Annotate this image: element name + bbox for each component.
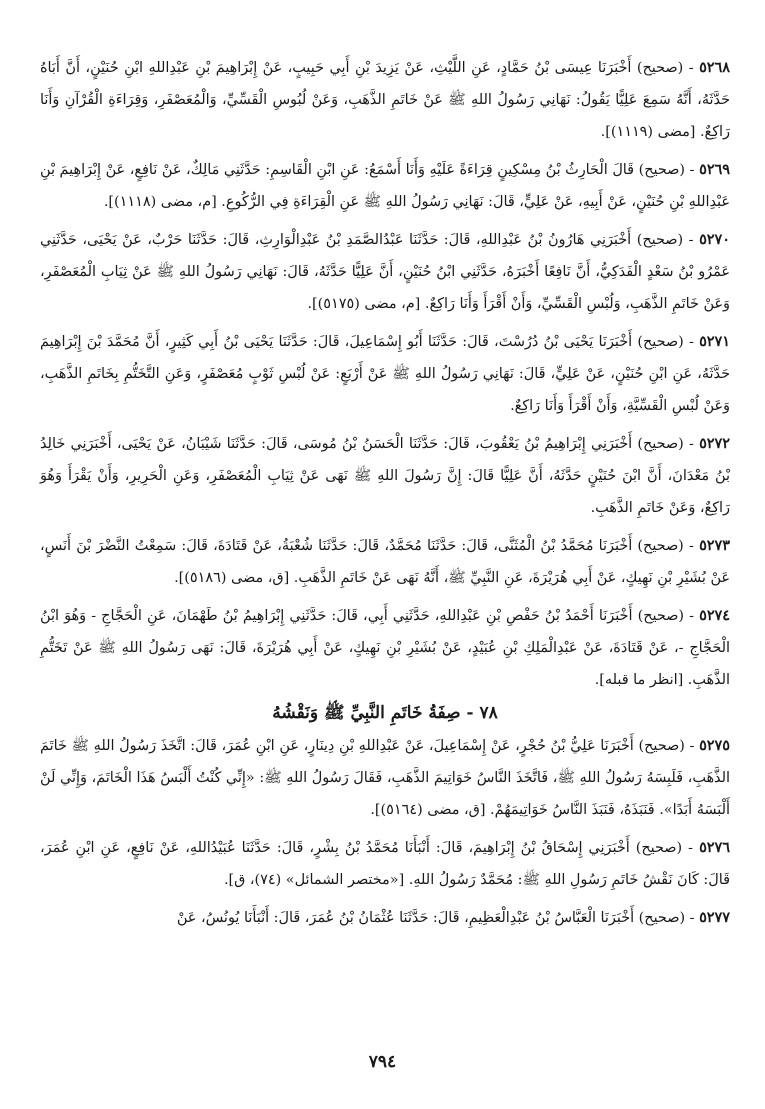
hadith-5270 [40,224,730,320]
section-heading: ٧٨ - صِفَةُ خَاتَمِ النَّبِيِّ ﷺ وَنَقْشُهُ [272,703,498,723]
hadith-number: ٥٢٦٩ [699,161,731,178]
hadith-number: ٥٢٧٤ [699,607,731,624]
hadith-text: - (صحيح) قَالَ الْحَارِثُ بْنُ مِسْكِينٍ قِرَاءَةً عَلَيْهِ وَأَنَا أَسْمَعُ: عَنِ ابْنِ الْقَاسِمِ: حَدَّثَنِي مَالِكٌ، عَنْ نَافِعٍ، عَنْ إِبْرَاهِيمَ بْنِ عَبْدِاللهِ بْنِ حُنَيْنٍ، عَنْ أَبِيهِ، عَنْ عَلِيٍّ، قَالَ: نَهَانِي رَسُولُ اللهِ ﷺ عَنِ الْقِرَاءَةِ فِي الرُّكُوعِ. [م، مضى (١١١٨)]. [40,162,730,210]
hadith-5274 [40,600,730,696]
hadith-number: ٥٢٧٢ [699,435,730,452]
hadith-text: - (صحيح) أَخْبَرَنِي إِسْحَاقُ بْنُ إِبْرَاهِيمَ، قَالَ: أَنْبَأَنَا مُحَمَّدُ بْنُ بِشْرٍ، قَالَ: حَدَّثَنَا عُبَيْدُاللهِ، عَنْ نَافِعٍ، عَنِ ابْنِ عُمَرَ، قَالَ: كَانَ نَقْشُ خَاتَمِ رَسُولِ اللهِ ﷺ: مُحَمَّدٌ رَسُولُ اللهِ. [«مختصر الشمائل» (٧٤)، ق]. [40,840,730,888]
hadith-5272 [40,428,730,524]
hadith-text: - (صحيح) أَخْبَرَنَا عِيسَى بْنُ حَمَّادٍ، عَنِ اللَّيْثِ، عَنْ يَزِيدَ بْنِ أَبِي حَبِيبٍ، عَنْ إِبْرَاهِيمَ بْنِ عَبْدِاللهِ ابْنِ حُنَيْنٍ، أَنَّ أَبَاهُ حَدَّثَهُ، أَنَّهُ سَمِعَ عَلِيًّا يَقُولُ: نَهَانِي رَسُولُ اللهِ ﷺ عَنْ خَاتَمِ الذَّهَبِ، وَعَنْ لُبُوسِ الْقَسِّيِّ، وَالْمُعَصْفَرِ، وَقِرَاءَةِ الْقُرْآنِ وَأَنَا رَاكِعٌ. [مضى (١١١٩)]. [40,60,730,140]
hadith-number: ٥٢٧١ [699,333,730,350]
page-number: ٧٩٤ [368,1052,397,1072]
page-body [40,52,730,934]
hadith-5277 [40,902,730,934]
hadith-number: ٥٢٧٧ [699,909,730,926]
hadith-number: ٥٢٧٥ [699,737,730,754]
hadith-5268 [40,52,730,148]
hadith-text: - (صحيح) أَخْبَرَنَا أَحْمَدُ بْنُ حَفْصِ بْنِ عَبْدِاللهِ، حَدَّثَنِي أَبِي، قَالَ: حَدَّثَنِي إِبْرَاهِيمُ بْنُ طَهْمَانَ، عَنِ الْحَجَّاجِ - وَهُوَ ابْنُ الْحَجَّاجِ -، عَنْ قَتَادَةَ، عَنْ عَبْدِالْمَلِكِ بْنِ عُبَيْدٍ، عَنْ بُشَيْرِ بْنِ نَهِيكٍ، عَنْ أَبِي هُرَيْرَةَ، قَالَ: نَهَى رَسُولُ اللهِ ﷺ عَنْ تَخَتُّمِ الذَّهَبِ. [انظر ما قبله]. [40,608,730,688]
hadith-5275 [40,730,730,826]
hadith-text: - (صحيح) أَخْبَرَنَا يَحْيَى بْنُ دُرُسْتَ، قَالَ: حَدَّثَنَا أَبُو إِسْمَاعِيلَ، قَالَ: حَدَّثَنَا يَحْيَى بْنُ أَبِي كَثِيرٍ، أَنَّ مُحَمَّدَ بْنَ إِبْرَاهِيمَ حَدَّثَهُ، عَنِ ابْنِ حُنَيْنٍ، عَنْ عَلِيٍّ، قَالَ: نَهَانِي رَسُولُ اللهِ ﷺ عَنْ أَرْبَعٍ: عَنْ لُبْسِ ثَوْبٍ مُعَصْفَرٍ، وَعَنِ التَّخَتُّمِ بِخَاتَمِ الذَّهَبِ، وَعَنْ لُبْسِ الْقَسِّيَّةِ، وَأَنْ أَقْرَأَ وَأَنَا رَاكِعٌ. [40,334,730,414]
hadith-text: - (صحيح) أَخْبَرَنَا مُحَمَّدُ بْنُ الْمُثَنَّى، قَالَ: حَدَّثَنَا مُحَمَّدٌ، قَالَ: حَدَّثَنَا شُعْبَةُ، عَنْ قَتَادَةَ، قَالَ: سَمِعْتُ النَّضْرَ بْنَ أَنَسٍ، عَنْ بُشَيْرِ بْنِ نَهِيكٍ، عَنْ أَبِي هُرَيْرَةَ، عَنِ النَّبِيِّ ﷺ، أَنَّهُ نَهَى عَنْ خَاتَمِ الذَّهَبِ. [ق، مضى (٥١٨٦)]. [40,538,730,586]
hadith-text: - (صحيح) أَخْبَرَنَا عَلِيُّ بْنُ حُجْرٍ، عَنْ إِسْمَاعِيلَ، عَنْ عَبْدِاللهِ بْنِ دِينَارٍ، عَنِ ابْنِ عُمَرَ، قَالَ: اتَّخَذَ رَسُولُ اللهِ ﷺ خَاتَمَ الذَّهَبِ، فَلَبِسَهُ رَسُولُ اللهِ ﷺ، فَاتَّخَذَ النَّاسُ خَوَاتِيمَ الذَّهَبِ، فَقَالَ رَسُولُ اللهِ ﷺ: «إِنِّي كُنْتُ أَلْبَسُ هَذَا الْخَاتَمَ، وَإِنِّي لَنْ أَلْبَسَهُ أَبَدًا». فَنَبَذَهُ، فَنَبَذَ النَّاسُ خَوَاتِيمَهُمْ. [ق، مضى (٥١٦٤)]. [40,738,730,818]
hadith-number: ٥٢٧٦ [699,839,730,856]
hadith-5273 [40,530,730,594]
hadith-number: ٥٢٧٠ [699,231,730,248]
hadith-5269 [40,154,730,218]
hadith-5276 [40,832,730,896]
hadith-5271 [40,326,730,422]
hadith-number: ٥٢٧٣ [699,537,730,554]
hadith-text: - (صحيح) أَخْبَرَنِي هَارُونُ بْنُ عَبْدِاللهِ، قَالَ: حَدَّثَنَا عَبْدُالصَّمَدِ بْنُ عَبْدِالْوَارِثِ، قَالَ: حَدَّثَنَا حَرْبٌ، عَنْ يَحْيَى، حَدَّثَنِي عَمْرُو بْنُ سَعْدٍ الْفَدَكِيُّ، أَنَّ نَافِعًا أَخْبَرَهُ، حَدَّثَنِي ابْنُ حُنَيْنٍ، أَنَّ عَلِيًّا حَدَّثَهُ، قَالَ: نَهَانِي رَسُولُ اللهِ ﷺ عَنْ ثِيَابِ الْمُعَصْفَرِ، وَعَنْ خَاتَمِ الذَّهَبِ، وَلُبْسِ الْقَسِّيِّ، وَأَنْ أَقْرَأَ وَأَنَا رَاكِعٌ. [م، مضى (٥١٧٥)]. [40,232,730,312]
hadith-text: - (صحيح) أَخْبَرَنِي إِبْرَاهِيمُ بْنُ يَعْقُوبَ، قَالَ: حَدَّثَنَا الْحَسَنُ بْنُ مُوسَى، قَالَ: حَدَّثَنَا شَيْبَانُ، عَنْ يَحْيَى، أَخْبَرَنِي خَالِدُ بْنُ مَعْدَانَ، أَنَّ ابْنَ حُنَيْنٍ حَدَّثَهُ، أَنَّ عَلِيًّا قَالَ: إِنَّ رَسُولَ اللهِ ﷺ نَهَى عَنْ ثِيَابِ الْمُعَصْفَرِ، وَعَنِ الْحَرِيرِ، وَأَنْ يَقْرَأَ وَهُوَ رَاكِعٌ، وَعَنْ خَاتَمِ الذَّهَبِ. [40,436,730,516]
hadith-number: ٥٢٦٨ [699,59,730,76]
hadith-text: - (صحيح) أَخْبَرَنَا الْعَبَّاسُ بْنُ عَبْدِالْعَظِيمِ، قَالَ: حَدَّثَنَا عُثْمَانُ بْنُ عُمَرَ، قَالَ: أَنْبَأَنَا يُونُسُ، عَنْ [176,910,695,926]
